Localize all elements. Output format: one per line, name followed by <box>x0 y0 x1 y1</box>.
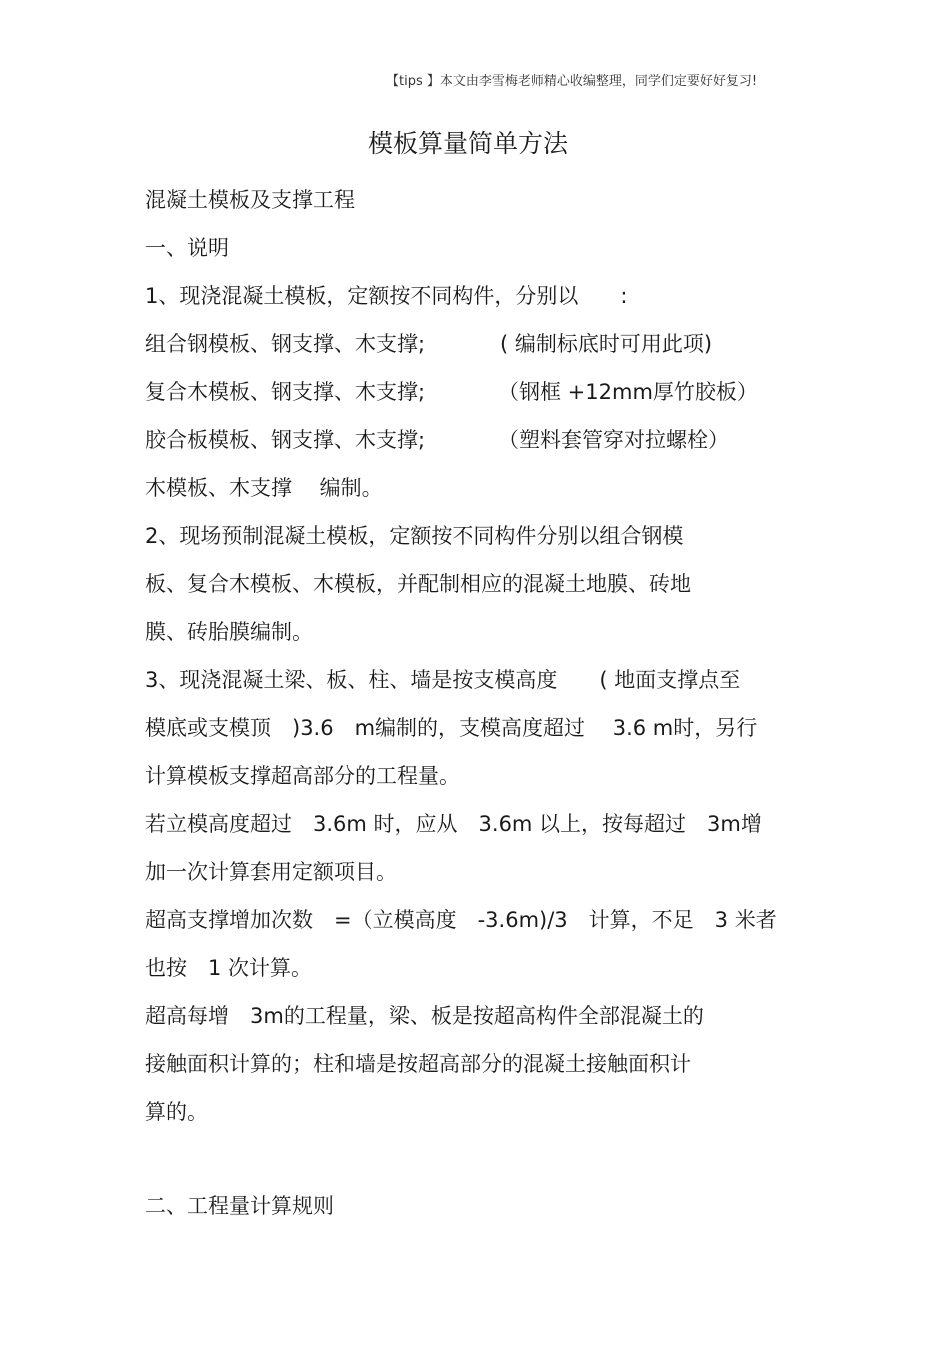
header-tip: 【tips 】本文由李雪梅老师精心收编整理，同学们定要好好复习! <box>386 74 758 89</box>
formwork-note-2: （钢框 +12mm厚竹胶板） <box>498 380 758 404</box>
item3-line-1: 3、现浇混凝土梁、板、柱、墙是按支模高度 ( 地面支撑点至 <box>145 668 741 692</box>
formwork-type-4: 木模板、木支撑 编制。 <box>145 476 383 500</box>
formwork-type-3: 胶合板模板、钢支撑、木支撑; <box>145 428 426 452</box>
formwork-type-2: 复合木模板、钢支撑、木支撑; <box>145 380 426 404</box>
page-title: 模板算量简单方法 <box>367 129 568 158</box>
item3-line-6: 超高支撑增加次数 =（立模高度 -3.6m)/3 计算，不足 3 米者 <box>145 908 777 932</box>
formwork-type-1: 组合钢模板、钢支撑、木支撑; <box>145 332 426 356</box>
item1-intro: 1、现浇混凝土模板，定额按不同构件，分别以 : <box>145 284 628 308</box>
formwork-note-1: ( 编制标底时可用此项) <box>500 332 713 356</box>
item3-line-9: 接触面积计算的；柱和墙是按超高部分的混凝土接触面积计 <box>145 1052 691 1076</box>
item2-line-2: 板、复合木模板、木模板，并配制相应的混凝土地膜、砖地 <box>145 572 691 596</box>
formwork-note-3: （塑料套管穿对拉螺栓） <box>498 428 729 452</box>
item3-line-10: 算的。 <box>145 1100 208 1124</box>
item2-line-1: 2、现场预制混凝土模板，定额按不同构件分别以组合钢模 <box>145 524 684 548</box>
part1-heading: 一、说明 <box>145 236 229 260</box>
item3-line-3: 计算模板支撑超高部分的工程量。 <box>145 764 460 788</box>
part2-heading: 二、工程量计算规则 <box>145 1194 334 1218</box>
item3-line-2: 模底或支模顶 )3.6 m编制的，支模高度超过 3.6 m时，另行 <box>145 716 758 740</box>
section-heading: 混凝土模板及支撑工程 <box>145 188 355 212</box>
item3-line-8: 超高每增 3m的工程量，梁、板是按超高构件全部混凝土的 <box>145 1004 704 1028</box>
item3-line-4: 若立模高度超过 3.6m 时，应从 3.6m 以上，按每超过 3m增 <box>145 812 762 836</box>
item3-line-5: 加一次计算套用定额项目。 <box>145 860 397 884</box>
item3-line-7: 也按 1 次计算。 <box>145 956 313 980</box>
item2-line-3: 膜、砖胎膜编制。 <box>145 620 313 644</box>
